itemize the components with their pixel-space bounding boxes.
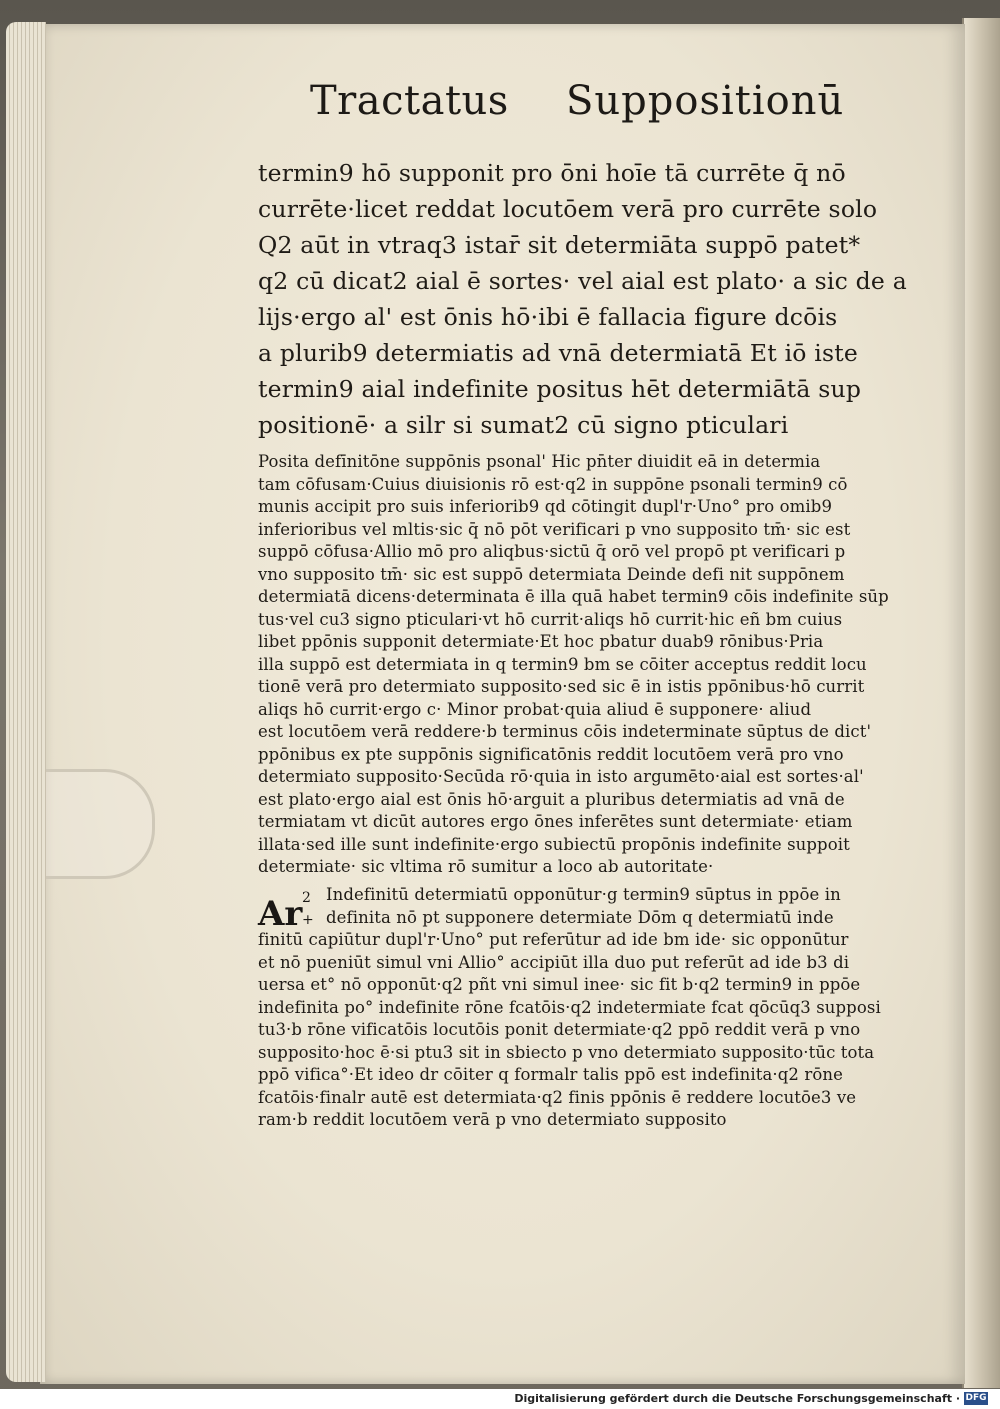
commentary-line: aliqs hō currit·ergo c· Minor probat·quia aliud ē supponere· aliud: [258, 699, 812, 719]
main-text-line: currēte·licet reddat locutōem verā pro currēte solo: [258, 195, 878, 223]
commentary-line: vno supposito tm̄· sic est suppō determiata Deinde defi nit suppōnem: [258, 564, 845, 584]
commentary-line: determiato supposito·Secūda rō·quia in isto argumēto·aial est sortes·al': [258, 767, 864, 786]
commentary2-line: ram·b reddit locutōem verā p vno determiato supposito: [258, 1110, 727, 1129]
main-text-line: lijs·ergo al' est ōnis hō·ibi ē fallacia figure dcōis: [258, 303, 838, 331]
commentary-line: est locutōem verā reddere·b terminus cōis indeterminate sūptus de dict': [258, 722, 872, 741]
initial-letter: Ar: [258, 894, 303, 934]
commentary2-line: supposito·hoc ē·si ptu3 sit in sbiecto p vno determiato supposito·tūc tota: [258, 1042, 875, 1062]
commentary-line: tam cōfusam·Cuius diuisionis rō est·q2 in suppōne psonali termin9 cō: [258, 474, 848, 494]
commentary2-line: fcatōis·finalr autē est determiata·q2 finis ppōnis ē reddere locutōe3 ve: [258, 1087, 857, 1107]
commentary-line: termiatam vt dicūt autores ergo ōnes inferētes sunt determiate· etiam: [258, 812, 853, 831]
commentary-line: inferioribus vel mltis·sic q̄ nō pōt verificari p vno supposito tm̄· sic est: [258, 519, 851, 539]
book-edge-right: [962, 18, 1000, 1388]
main-text-line: a plurib9 determiatis ad vnā determiatā Et iō iste: [258, 339, 859, 367]
commentary-line: est plato·ergo aial est ōnis hō·arguit a pluribus determiatis ad vnā de: [258, 789, 845, 809]
dfg-logo: DFG: [965, 1393, 987, 1403]
commentary-line: munis accipit pro suis inferiorib9 qd cōtingit dupl'r·Uno° pro omib9: [258, 497, 833, 516]
main-text-line: q2 cū dicat2 aial ē sortes· vel aial est plato· a sic de a: [258, 267, 907, 295]
main-text-line: termin9 aial indefinite positus hēt determiātā sup: [258, 375, 862, 403]
main-text-line: positionē· a silr si sumat2 cū signo pticulari: [258, 411, 789, 439]
paper-bookmark: [40, 769, 155, 879]
footer-credit: Digitalisierung gefördert durch die Deutsche Forschungsgemeinschaft ·: [514, 1392, 960, 1405]
running-head: [310, 78, 845, 132]
commentary-line: tus·vel cu3 signo pticulari·vt hō currit·aliqs hō currit·hic eñ bm cuius: [258, 609, 843, 629]
commentary2-line: definita nō pt supponere determiate Dōm q determiatū inde: [326, 907, 834, 927]
commentary2-line: uersa et° nō opponūt·q2 pñt vni simul inee· sic fit b·q2 termin9 in ppōe: [258, 975, 861, 994]
commentary2-line: et nō pueniūt simul vni Allio° accipiūt illa duo put referūt ad ide b3 di: [258, 952, 850, 972]
main-text-block: [258, 159, 907, 449]
commentary-block: [258, 452, 889, 1162]
commentary-line: determiatā dicens·determinata ē illa quā habet termin9 cōis indefinite sūp: [258, 587, 889, 606]
commentary2-line: ppō vifica°·Et ideo dr cōiter q formalr talis ppō est indefinita·q2 rōne: [258, 1065, 843, 1084]
commentary-line: illa suppō est determiata in q termin9 bm se cōiter acceptus reddit locu: [258, 654, 867, 674]
commentary2-line: tu3·b rōne vificatōis locutōis ponit determiate·q2 ppō reddit verā p vno: [258, 1020, 861, 1039]
initial-subscript: +: [302, 912, 314, 928]
commentary-line: determiate· sic vltima rō sumitur a loco ab autoritate·: [258, 857, 714, 876]
commentary-line: ppōnibus ex pte suppōnis significatōnis reddit locutōem verā pro vno: [258, 744, 844, 764]
running-head-left: Tractatus: [310, 78, 509, 124]
commentary-line: libet ppōnis supponit determiate·Et hoc pbatur duab9 rōnibus·Pria: [258, 632, 824, 651]
running-head-right: Suppositionū: [566, 78, 845, 124]
commentary2-line: finitū capiūtur dupl'r·Uno° put referūtur ad ide bm ide· sic opponūtur: [258, 930, 849, 949]
book-page: [40, 24, 965, 1384]
commentary-line: illata·sed ille sunt indefinite·ergo subiectū propōnis indefinite suppoit: [258, 834, 850, 854]
commentary2-line: Indefinitū determiatū opponūtur·g termin9 sūptus in ppōe in: [326, 885, 841, 904]
commentary-line: suppō cōfusa·Allio mō pro aliqbus·sictū q̄ orō vel propō pt verificari p: [258, 542, 846, 561]
main-text-line: Q2 aūt in vtraq3 istar̄ sit determiāta suppō patet*: [258, 231, 861, 259]
commentary-line: Posita defīnitōne suppōnis psonal' Hic pn̄ter diuidit eā in determia: [258, 452, 821, 471]
initial-superscript: 2: [302, 890, 311, 906]
commentary2-line: indefinita po° indefinite rōne fcatōis·q2 indetermiate fcat qōcūq3 supposi: [258, 997, 881, 1017]
commentary-line: tionē verā pro determiato supposito·sed sic ē in istis ppōnibus·hō currit: [258, 677, 865, 696]
main-text-line: termin9 hō supponit pro ōni hoīe tā currēte q̄ nō: [258, 159, 846, 187]
page-stack-edge: [6, 22, 46, 1382]
